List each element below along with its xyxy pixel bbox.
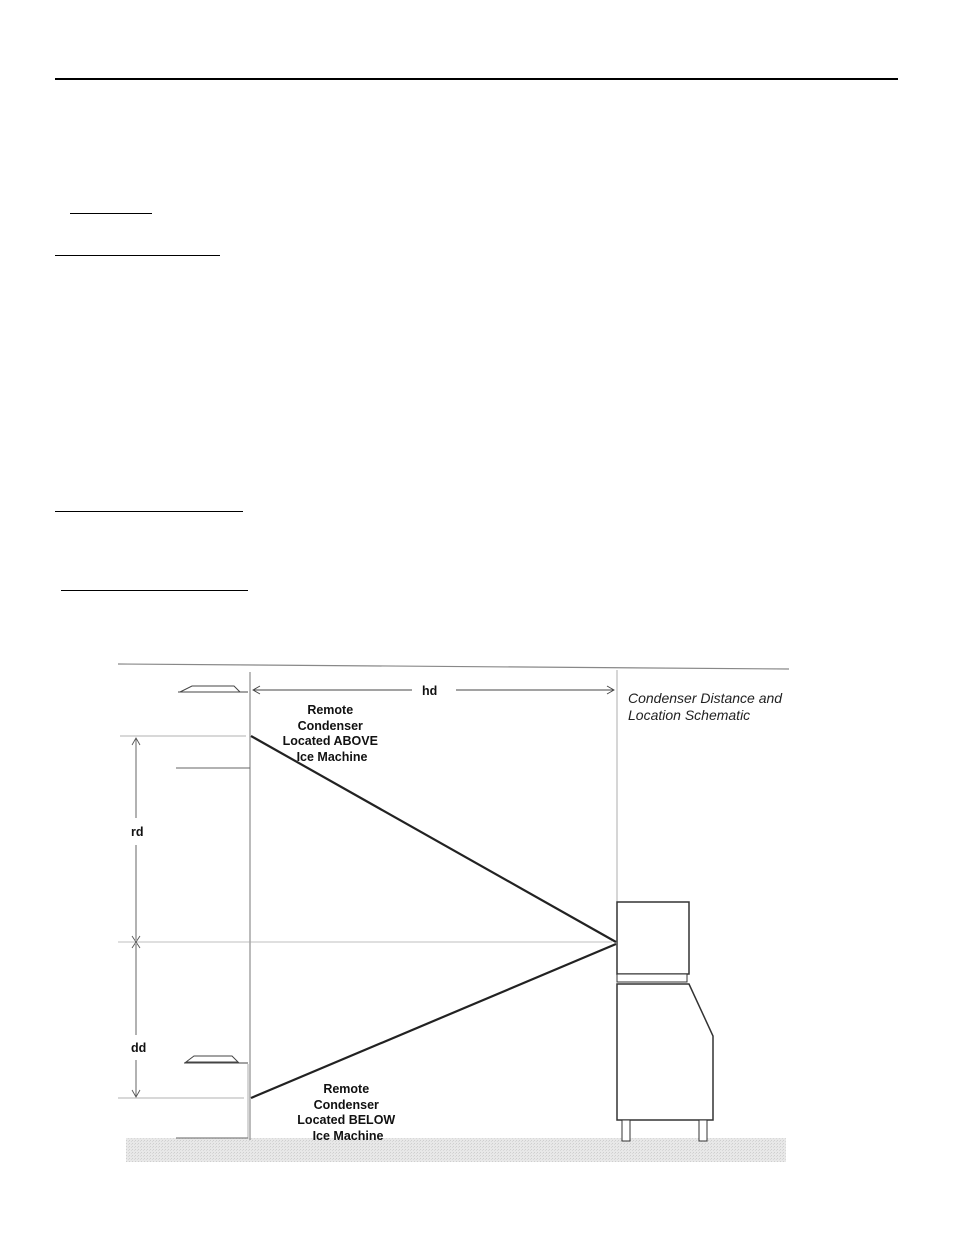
- schematic-title: Condenser Distance and Location Schematic: [628, 690, 783, 723]
- ice-machine-head: [617, 902, 689, 974]
- upper-condenser-icon: [180, 686, 240, 692]
- line-run-below: [251, 944, 616, 1098]
- floor: [126, 1138, 786, 1162]
- rd-label: rd: [131, 825, 144, 839]
- above-condenser-label: Remote Condenser Located ABOVE Ice Machine: [282, 703, 378, 764]
- line-run-above: [251, 736, 616, 942]
- ice-machine-bin: [617, 984, 713, 1120]
- dd-label: dd: [131, 1041, 147, 1055]
- ice-machine-leg-left: [622, 1120, 630, 1141]
- below-condenser-label: Remote Condenser Located BELOW Ice Machine: [297, 1082, 396, 1143]
- ice-machine-adapter: [617, 974, 687, 982]
- lower-condenser-icon: [186, 1056, 238, 1062]
- ceiling-line: [118, 664, 789, 669]
- ice-machine-icon: [617, 902, 713, 1141]
- ice-machine-leg-right: [699, 1120, 707, 1141]
- hd-label: hd: [422, 684, 438, 698]
